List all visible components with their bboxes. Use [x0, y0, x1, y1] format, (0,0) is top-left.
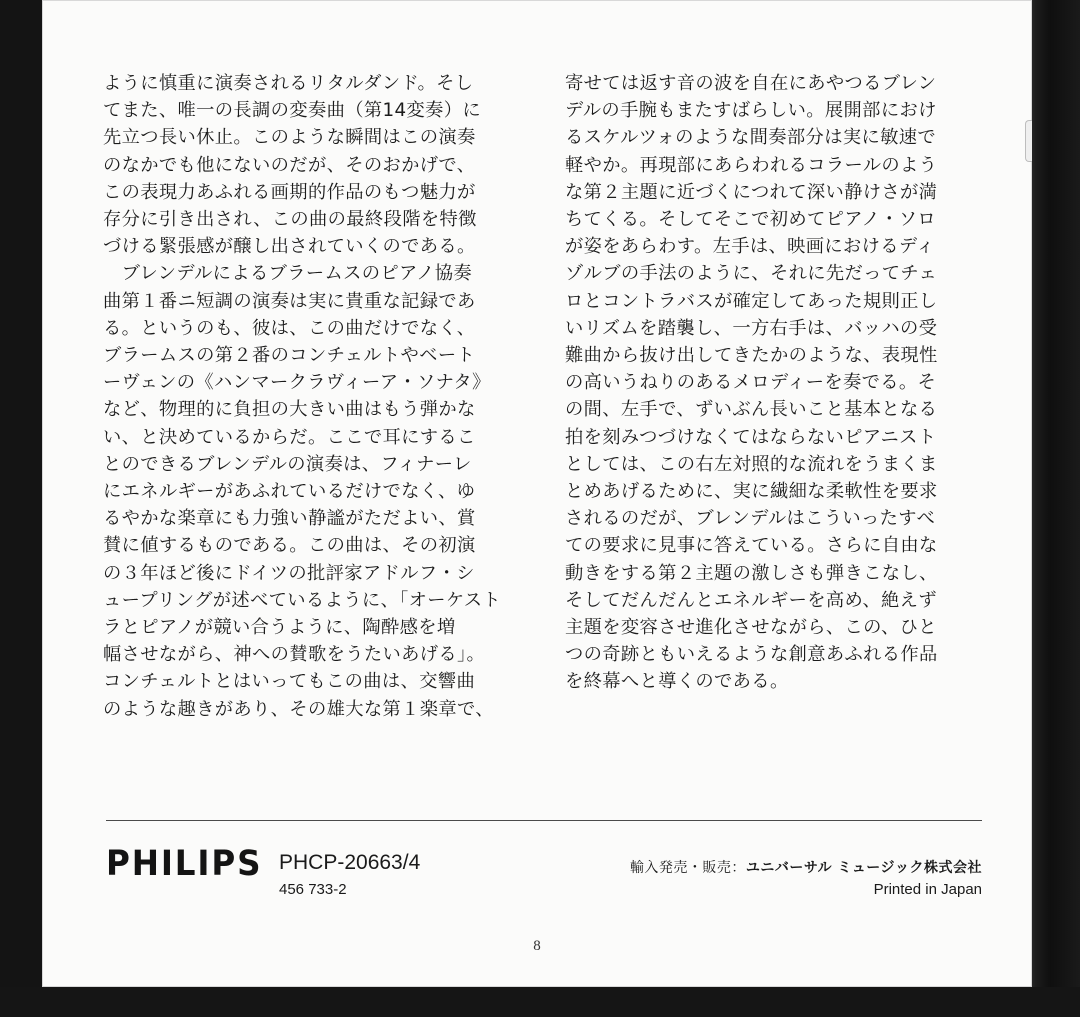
printed-in: Printed in Japan	[873, 881, 982, 898]
text-line: のような趣きがあり、その雄大な第１楽章で、	[103, 698, 494, 720]
text-line: 存分に引き出され、この曲の最終段階を特徴	[103, 209, 477, 231]
page-number: 8	[533, 938, 541, 954]
text-column-right	[565, 70, 985, 696]
text-line: の間、左手で、ずいぶん長いこと基本となる	[565, 399, 938, 421]
text-line: 先立つ長い休止。このような瞬間はこの演奏	[103, 127, 476, 149]
text-line: ロとコントラバスが確定してあった規則正し	[565, 290, 938, 312]
text-line: この表現力あふれる画期的作品のもつ魅力が	[103, 181, 476, 203]
text-line: ちてくる。そしてそこで初めてピアノ・ソロ	[565, 209, 936, 231]
scan-margin-left	[0, 0, 42, 1017]
text-line: の３年ほど後にドイツの批評家アドルフ・シ	[103, 562, 475, 584]
text-column-left	[103, 70, 527, 723]
text-line: とのできるブレンデルの演奏は、フィナーレ	[103, 453, 472, 475]
text-line: デルの手腕もまたすばらしい。展開部におけ	[565, 100, 937, 122]
text-line: ブレンデルによるブラームスのピアノ協奏	[103, 263, 473, 285]
scan-margin-right	[1030, 0, 1080, 1017]
text-line: 拍を刻みつづけなくてはならないピアニスト	[565, 426, 937, 448]
philips-logo: PHILIPS	[106, 844, 263, 884]
text-line: ブラームスの第２番のコンチェルトやベート	[103, 345, 476, 367]
text-line: 幅させながら、神への賛歌をうたいあげる」。	[103, 644, 486, 666]
text-line: づける緊張感が醸し出されていくのである。	[103, 236, 476, 258]
text-line: されるのだが、ブレンデルはこういったすべ	[565, 508, 936, 530]
distributor-company: ユニバーサル ミュージック株式会社	[745, 860, 982, 876]
text-line: てまた、唯一の長調の変奏曲（第14変奏）に	[103, 100, 481, 122]
text-line: にエネルギーがあふれているだけでなく、ゆ	[103, 481, 476, 503]
text-line: など、物理的に負担の大きい曲はもう弾かな	[103, 399, 476, 421]
booklet-page	[42, 0, 1032, 987]
text-line: 主題を変容させ進化させながら、この、ひと	[565, 617, 937, 639]
text-line: い、と決めているからだ。ここで耳にするこ	[103, 426, 476, 448]
text-line: 軽やか。再現部にあらわれるコラールのよう	[565, 154, 938, 176]
text-line: な第２主題に近づくにつれて深い静けさが満	[565, 181, 938, 203]
footer-divider	[106, 820, 982, 821]
text-line: ラとピアノが競い合うように、陶酔感を増	[103, 617, 456, 639]
text-line: ゾルブの手法のように、それに先だってチェ	[565, 263, 938, 285]
catalog-number: PHCP-20663/4	[279, 851, 421, 874]
text-line: そしてだんだんとエネルギーを高め、絶えず	[565, 589, 937, 611]
text-line: ーヴェンの《ハンマークラヴィーア・ソナタ》	[103, 372, 491, 394]
text-line: 曲第１番ニ短調の演奏は実に貴重な記録であ	[103, 290, 476, 312]
text-line: つの奇跡ともいえるような創意あふれる作品	[565, 644, 938, 666]
text-line: コンチェルトとはいってもこの曲は、交響曲	[103, 671, 476, 693]
text-line: を終幕へと導くのである。	[565, 671, 789, 693]
scan-margin-bottom	[0, 987, 1080, 1017]
text-line: ように慎重に演奏されるリタルダンド。そし	[103, 73, 474, 94]
distributor-label: 輸入発売・販売：	[629, 860, 746, 876]
text-line: ての要求に見事に答えている。さらに自由な	[565, 535, 938, 557]
text-line: 動きをする第２主題の激しさも弾きこなし、	[565, 562, 938, 584]
text-line: のなかでも他にないのだが、そのおかげで、	[103, 154, 476, 176]
text-line: ュープリングが述べているように、「オーケスト	[103, 589, 501, 611]
text-line: る。というのも、彼は、この曲だけでなく、	[103, 317, 476, 339]
text-line: いリズムを踏襲し、一方右手は、バッハの受	[565, 317, 938, 339]
text-line: の高いうねりのあるメロディーを奏でる。そ	[565, 372, 937, 394]
page-edge-tab	[1025, 120, 1032, 162]
text-line: とめあげるために、実に繊細な柔軟性を要求	[565, 481, 938, 503]
text-line: 寄せては返す音の波を自在にあやつるブレン	[565, 73, 937, 94]
catalog-sub-number: 456 733-2	[279, 881, 347, 898]
text-line: 賛に値するものである。この曲は、その初演	[103, 535, 476, 557]
text-line: が姿をあらわす。左手は、映画におけるディ	[565, 236, 935, 258]
text-line: 難曲から抜け出してきたかのような、表現性	[565, 345, 938, 367]
distributor-credit	[630, 857, 982, 877]
text-line: としては、この右左対照的な流れをうまくま	[565, 453, 938, 475]
text-line: るやかな楽章にも力強い静謐がただよい、賞	[103, 508, 476, 530]
text-line: るスケルツォのような間奏部分は実に敏速で	[565, 127, 936, 149]
